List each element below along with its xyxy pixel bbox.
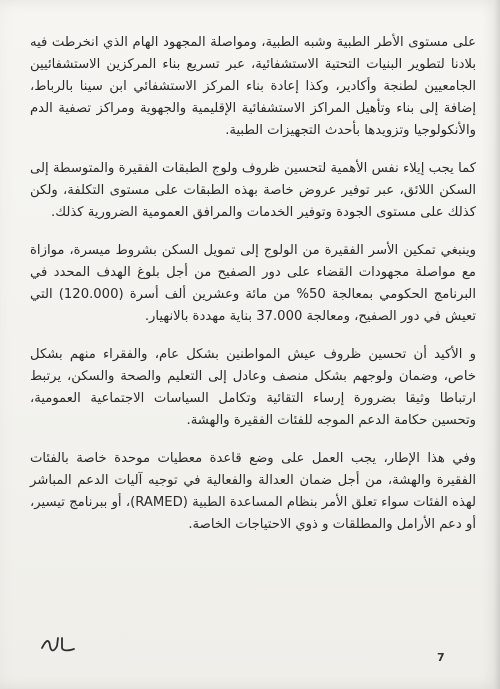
paragraph-4: و الأكيد أن تحسين ظروف عيش المواطنين بشكل عام، والفقراء منهم بشكل خاص، وضمان ولوجهم بشكل منصف وعادل إلى التعليم والصحة والسكن، يرتبط ارتباطا وثيقا بضرورة إرساء التقائية وتكامل السياسات الاجتماعية العمومية، وتحسين حكامة الدعم الموجه للفئات الفقيرة والهشة. — [30, 347, 476, 428]
paragraph-3: وينبغي تمكين الأسر الفقيرة من الولوج إلى تمويل السكن بشروط ميسرة، موازاة مع مواصلة مجهودات القضاء على دور الصفيح من أجل بلوغ الهدف المحدد في البرنامج الحكومي بمعالجة 50% من مائة وعشرين ألف أسرة (120.000) التي تعيش في دور الصفيح، ومعالجة 37.000 بناية مهددة بالانهيار. — [30, 243, 476, 324]
page-edge-shadow — [494, 0, 500, 689]
page-number: 7 — [437, 651, 445, 664]
paragraph-2: كما يجب إيلاء نفس الأهمية لتحسين ظروف ولوج الطبقات الفقيرة والمتوسطة إلى السكن اللائق، عبر توفير عروض خاصة بهذه الطبقات على مستوى التكلفة، ولكن كذلك على مستوى الجودة وتوفير الخدمات والمرافق العمومية الضرورية كذلك. — [30, 161, 476, 220]
paragraph-1: على مستوى الأطر الطبية وشبه الطبية، ومواصلة المجهود الهام الذي انخرطت فيه بلادنا لتطوير البنيات التحتية الاستشفائية، عبر تسريع بناء المركزين الاستشفائيين الجامعيين لطنجة وأكادير، وكذا إعادة بناء المركز الاستشفائي ابن سينا بالرباط، إضافة إلى بناء وتأهيل المراكز الاستشفائية الإقليمية والجهوية ومراكز تصفية الدم والأنكولوجيا وتزويدها بأحدث التجهيزات الطبية. — [30, 35, 476, 138]
page-body — [30, 32, 476, 536]
paragraph-5: وفي هذا الإطار، يجب العمل على وضع قاعدة معطيات موحدة خاصة بالفئات الفقيرة والهشة، من أجل ضمان العدالة والفعالية في توجيه آليات الدعم المباشر لهذه الفئات سواء تعلق الأمر بنظام المساعدة الطبية (RAMED)، أو ببرنامج تيسير، أو دعم الأرامل والمطلقات و ذوي الاحتياجات الخاصة. — [30, 451, 476, 532]
handwritten-mark-icon — [40, 634, 78, 654]
